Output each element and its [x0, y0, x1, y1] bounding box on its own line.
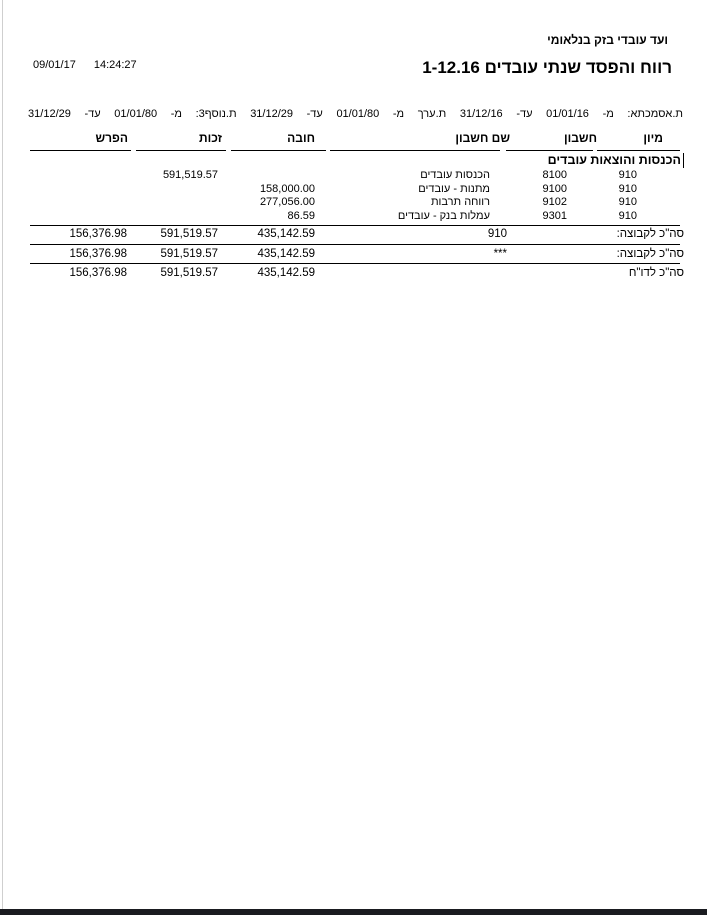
- total-label: סה"כ לדו"ח: [628, 267, 684, 279]
- total-separator-line: [30, 263, 680, 264]
- cell-account-name: הכנסות עובדים: [420, 169, 490, 181]
- total-difference: 156,376.98: [69, 248, 127, 260]
- value-to-label: עד-: [306, 108, 323, 120]
- cell-miyun: 910: [618, 196, 637, 208]
- cell-account: 9102: [542, 196, 567, 208]
- total-label: סה"כ לקבוצה:: [616, 228, 684, 240]
- cell-account-name: עמלות בנק - עובדים: [397, 210, 490, 222]
- col-header-account: חשבון: [564, 131, 597, 145]
- total-separator-line: [30, 244, 680, 245]
- ref-to-date: 31/12/16: [459, 108, 503, 120]
- report-total-row: [0, 267, 707, 280]
- extra-from-label: מ-: [170, 108, 182, 120]
- extra-to-label: עד-: [84, 108, 101, 120]
- column-underline-credit: [136, 150, 226, 151]
- cell-miyun: 910: [618, 183, 637, 195]
- column-underline-account-name: [330, 150, 500, 151]
- report-title: רווח והפסד שנתי עובדים 1-12.16: [422, 58, 672, 77]
- total-debit: 435,142.59: [257, 228, 315, 240]
- ref-from-date: 01/01/16: [546, 108, 589, 120]
- total-credit: 591,519.57: [160, 248, 218, 260]
- table-row: [0, 210, 707, 223]
- extra-date3-label: ת.נוסף3:: [195, 108, 237, 120]
- extra-to-date: 31/12/29: [28, 108, 71, 120]
- col-header-miyun: מיון: [643, 131, 663, 145]
- column-underline-debit: [231, 150, 326, 151]
- cell-debit: 158,000.00: [259, 183, 315, 195]
- total-debit: 435,142.59: [257, 248, 315, 260]
- extra-from-date: 01/01/80: [114, 108, 158, 120]
- cell-credit: 591,519.57: [162, 169, 218, 181]
- section-title: הכנסות והוצאות עובדים: [548, 153, 684, 168]
- total-debit: 435,142.59: [257, 267, 315, 279]
- cell-account-name: מתנות - עובדים: [418, 183, 490, 195]
- cell-account-name: רווחה תרבות: [430, 196, 490, 208]
- col-header-difference: הפרש: [95, 131, 128, 145]
- print-datetime: [33, 59, 137, 71]
- total-group-id: ***: [493, 248, 507, 260]
- table-header-row: [0, 131, 707, 144]
- date-filter-row: [28, 108, 683, 120]
- ref-to-label: עד-: [516, 108, 533, 120]
- cell-account: 9301: [542, 210, 567, 222]
- value-from-date: 01/01/80: [336, 108, 380, 120]
- window-bottom-edge: [0, 909, 707, 915]
- group-total-row: [0, 228, 707, 241]
- total-difference: 156,376.98: [69, 267, 127, 279]
- total-difference: 156,376.98: [69, 228, 127, 240]
- table-row: [0, 169, 707, 182]
- cell-debit: 277,056.00: [259, 196, 315, 208]
- group-total-row: [0, 248, 707, 261]
- column-underline-miyun: [597, 150, 680, 151]
- total-credit: 591,519.57: [160, 267, 218, 279]
- print-date: 09/01/17: [33, 59, 76, 71]
- col-header-debit: חובה: [287, 131, 315, 145]
- ref-from-label: מ-: [602, 108, 614, 120]
- table-row: [0, 183, 707, 196]
- cell-miyun: 910: [618, 210, 637, 222]
- table-row: [0, 196, 707, 209]
- ref-date-label: ת.אסמכתא:: [627, 108, 683, 120]
- value-from-label: מ-: [392, 108, 405, 120]
- cell-account: 9100: [542, 183, 567, 195]
- print-time: 14:24:27: [93, 59, 137, 71]
- company-name: ועד עובדי בזק בנלאומי: [547, 33, 668, 47]
- value-to-date: 31/12/29: [250, 108, 294, 120]
- col-header-credit: זכות: [198, 131, 222, 145]
- column-underline-account: [506, 150, 593, 151]
- value-date-label: ת.ערך: [417, 108, 447, 120]
- total-label: סה"כ לקבוצה:: [616, 248, 684, 260]
- cell-debit: 86.59: [287, 210, 315, 222]
- col-header-account-name: שם חשבון: [455, 131, 510, 145]
- total-separator-line: [30, 225, 680, 226]
- cell-miyun: 910: [618, 169, 637, 181]
- total-group-id: 910: [487, 228, 507, 240]
- column-underline-difference: [30, 150, 131, 151]
- total-credit: 591,519.57: [160, 228, 218, 240]
- cell-account: 8100: [542, 169, 567, 181]
